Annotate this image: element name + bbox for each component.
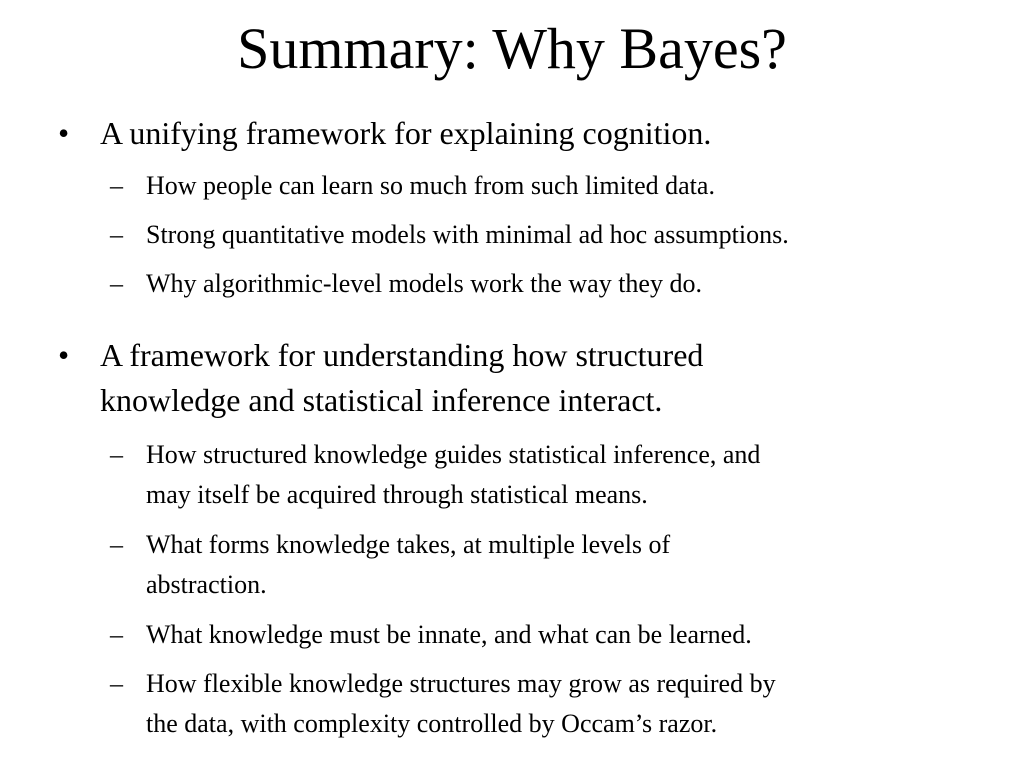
bullet-line: A unifying framework for explaining cognition. xyxy=(100,115,712,151)
sub-bullet-line: What knowledge must be innate, and what can be learned. xyxy=(146,620,752,649)
sub-bullet-text xyxy=(146,615,996,655)
sub-bullet-marker: – xyxy=(110,530,123,559)
bullet-text xyxy=(100,111,990,156)
sub-bullet-text xyxy=(146,166,996,206)
bullet-text xyxy=(100,333,990,423)
sub-bullet-text xyxy=(146,435,996,515)
sub-bullet-marker: – xyxy=(110,440,123,469)
sub-bullet-line: Strong quantitative models with minimal ad hoc assumptions. xyxy=(146,220,789,249)
sub-bullet-text xyxy=(146,264,996,304)
sub-bullet-line: How flexible knowledge structures may grow as required by xyxy=(146,669,776,698)
sub-bullet-text xyxy=(146,525,996,605)
sub-bullet-line: Why algorithmic-level models work the way they do. xyxy=(146,269,702,298)
bullet-line: A framework for understanding how structured xyxy=(100,337,704,373)
sub-bullet-line: What forms knowledge takes, at multiple levels of xyxy=(146,530,671,559)
slide-title: Summary: Why Bayes? xyxy=(237,16,787,81)
sub-bullet-line: abstraction. xyxy=(146,570,267,599)
sub-bullet-line: may itself be acquired through statistical means. xyxy=(146,480,648,509)
sub-bullet-line: How people can learn so much from such limited data. xyxy=(146,171,715,200)
sub-bullet-marker: – xyxy=(110,171,123,200)
sub-bullet-line: the data, with complexity controlled by Occam’s razor. xyxy=(146,709,718,738)
bullet-marker: • xyxy=(58,115,70,151)
sub-bullet-line: How structured knowledge guides statistical inference, and xyxy=(146,440,761,469)
sub-bullet-marker: – xyxy=(110,220,123,249)
bullet-line: knowledge and statistical inference interact. xyxy=(100,382,663,418)
sub-bullet-marker: – xyxy=(110,669,123,698)
bullet-marker: • xyxy=(58,337,70,373)
sub-bullet-text xyxy=(146,664,996,744)
sub-bullet-marker: – xyxy=(110,620,123,649)
sub-bullet-marker: – xyxy=(110,269,123,298)
sub-bullet-text xyxy=(146,215,996,255)
